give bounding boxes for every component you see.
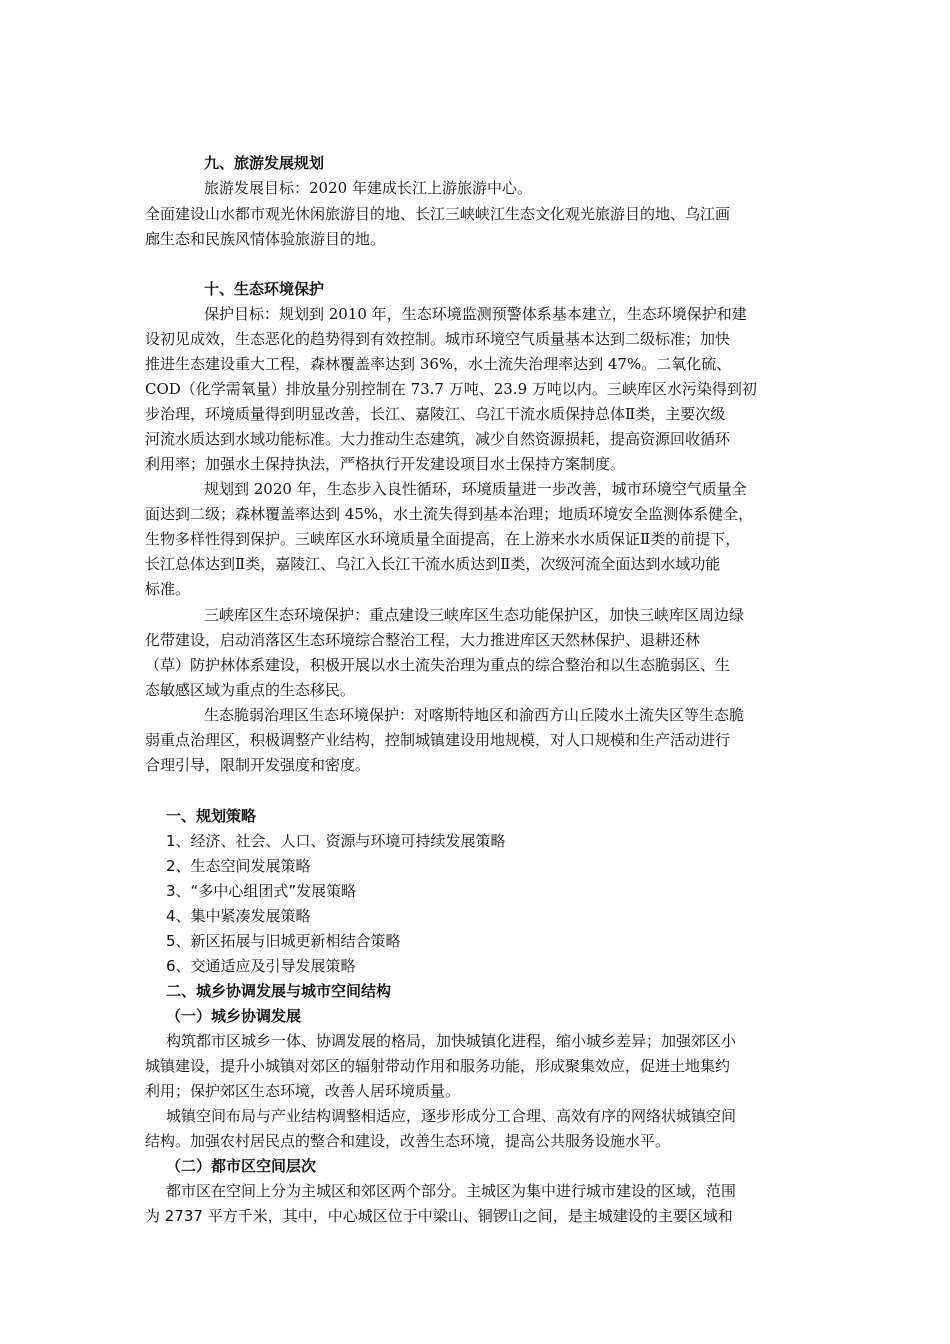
paragraph-line: 设初见成效，生态恶化的趋势得到有效控制。城市环境空气质量基本达到二级标准；加快 bbox=[145, 330, 731, 348]
paragraph-line: 城镇空间布局与产业结构调整相适应，逐步形成分工合理、高效有序的网络状城镇空间 bbox=[166, 1107, 737, 1125]
paragraph-line: 生物多样性得到保护。三峡库区水环境质量全面提高，在上游来水水质保证Ⅱ类的前提下， bbox=[145, 530, 741, 548]
paragraph-line: 城镇建设，提升小城镇对郊区的辐射带动作用和服务功能，形成聚集效应，促进土地集约 bbox=[145, 1057, 731, 1075]
list-item: 4、集中紧凑发展策略 bbox=[166, 907, 311, 925]
list-item: 1、经济、社会、人口、资源与环境可持续发展策略 bbox=[166, 832, 506, 850]
part2-heading: 二、城乡协调发展与城市空间结构 bbox=[166, 982, 392, 1000]
part2-sub1-heading: （一）城乡协调发展 bbox=[166, 1007, 302, 1025]
paragraph-line: 利用率；加强水土保持执法，严格执行开发建设项目水土保持方案制度。 bbox=[145, 455, 626, 473]
paragraph-line: 合理引导，限制开发强度和密度。 bbox=[145, 756, 371, 774]
paragraph-line: 河流水质达到水域功能标准。大力推动生态建筑，减少自然资源损耗，提高资源回收循环 bbox=[145, 430, 731, 448]
list-item: 5、新区拓展与旧城更新相结合策略 bbox=[166, 932, 401, 950]
paragraph-line: 为 2737 平方千米，其中，中心城区位于中梁山、铜锣山之间，是主城建设的主要区域和 bbox=[145, 1207, 733, 1225]
paragraph-line: 态敏感区域为重点的生态移民。 bbox=[145, 681, 356, 699]
paragraph-line: 长江总体达到Ⅱ类，嘉陵江、乌江入长江干流水质达到Ⅱ类，次级河流全面达到水域功能 bbox=[145, 555, 721, 573]
paragraph-line: 全面建设山水都市观光休闲旅游目的地、长江三峡峡江生态文化观光旅游目的地、乌江画 bbox=[145, 205, 731, 223]
paragraph-line: 利用；保护郊区生态环境，改善人居环境质量。 bbox=[145, 1082, 461, 1100]
list-item: 2、生态空间发展策略 bbox=[166, 857, 311, 875]
paragraph-line: 推进生态建设重大工程，森林覆盖率达到 36%，水土流失治理率达到 47%。二氧化硫、 bbox=[145, 355, 732, 373]
paragraph-line: 化带建设，启动消落区生态环境综合整治工程，大力推进库区天然林保护、退耕还林 bbox=[145, 631, 701, 649]
paragraph-line: 都市区在空间上分为主城区和郊区两个部分。主城区为集中进行城市建设的区域，范围 bbox=[166, 1182, 737, 1200]
paragraph-line: 生态脆弱治理区生态环境保护：对喀斯特地区和渝西方山丘陵水土流失区等生态脆 bbox=[204, 706, 745, 724]
paragraph-line: COD（化学需氧量）排放量分别控制在 73.7 万吨、23.9 万吨以内。三峡库区水污染得到初 bbox=[145, 380, 757, 398]
paragraph-line: 面达到二级；森林覆盖率达到 45%，水土流失得到基本治理；地质环境安全监测体系健全， bbox=[145, 505, 754, 523]
paragraph-line: 保护目标：规划到 2010 年，生态环境监测预警体系基本建立，生态环境保护和建 bbox=[204, 305, 747, 323]
section10-heading: 十、生态环境保护 bbox=[204, 280, 325, 298]
paragraph-line: 规划到 2020 年，生态步入良性循环，环境质量进一步改善，城市环境空气质量全 bbox=[204, 480, 747, 498]
part2-sub2-heading: （二）都市区空间层次 bbox=[166, 1157, 317, 1175]
paragraph-line: 结构。加强农村居民点的整合和建设，改善生态环境，提高公共服务设施水平。 bbox=[145, 1132, 671, 1150]
paragraph-line: 旅游发展目标：2020 年建成长江上游旅游中心。 bbox=[204, 179, 532, 197]
paragraph-line: 廊生态和民族风情体验旅游目的地。 bbox=[145, 230, 386, 248]
list-item: 3、“多中心组团式”发展策略 bbox=[166, 882, 357, 900]
paragraph-line: 步治理，环境质量得到明显改善，长江、嘉陵江、乌江干流水质保持总体Ⅱ类，主要次级 bbox=[145, 405, 726, 423]
paragraph-line: 弱重点治理区，积极调整产业结构，控制城镇建设用地规模，对人口规模和生产活动进行 bbox=[145, 731, 731, 749]
paragraph-line: 标准。 bbox=[145, 580, 191, 598]
paragraph-line: 构筑都市区城乡一体、协调发展的格局，加快城镇化进程，缩小城乡差异；加强郊区小 bbox=[166, 1032, 737, 1050]
list-item: 6、交通适应及引导发展策略 bbox=[166, 957, 356, 975]
paragraph-line: （草）防护林体系建设，积极开展以水土流失治理为重点的综合整治和以生态脆弱区、生 bbox=[145, 656, 731, 674]
paragraph-line: 三峡库区生态环境保护：重点建设三峡库区生态功能保护区，加快三峡库区周边绿 bbox=[204, 606, 745, 624]
section9-heading: 九、旅游发展规划 bbox=[204, 154, 325, 172]
part1-heading: 一、规划策略 bbox=[166, 807, 257, 825]
